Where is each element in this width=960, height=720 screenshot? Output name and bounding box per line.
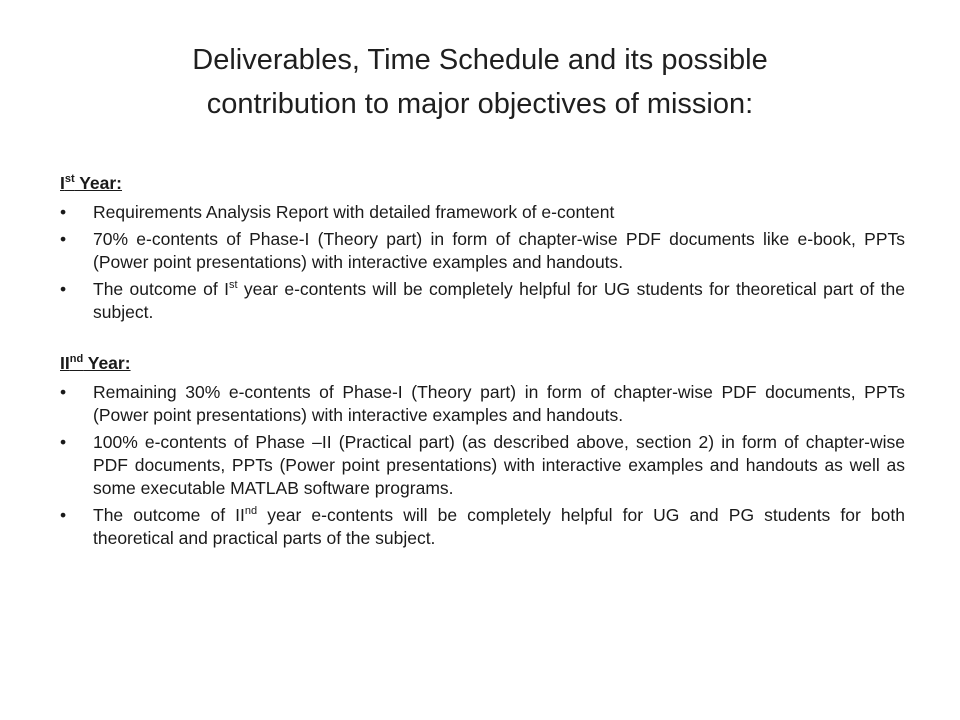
list-item	[60, 278, 905, 324]
bullet-glyph: •	[60, 432, 67, 452]
list-item-text-pre: The outcome of II	[93, 505, 245, 525]
list-item-text: Requirements Analysis Report with detailed framework of e-content	[93, 202, 615, 222]
slide-body	[60, 172, 905, 554]
list-item-text-pre: The outcome of I	[93, 279, 229, 299]
year-2-heading-suffix: Year:	[83, 353, 131, 373]
list-item	[60, 431, 905, 500]
list-item	[60, 201, 905, 224]
year-1-heading-prefix: I	[60, 173, 65, 193]
bullet-glyph: •	[60, 279, 67, 299]
year-1-heading-suffix: Year:	[74, 173, 123, 193]
section-gap	[60, 328, 905, 352]
list-item	[60, 504, 905, 550]
bullet-glyph: •	[60, 229, 67, 249]
year-2-heading-sup: nd	[69, 353, 84, 366]
list-item-text: 100% e-contents of Phase –II (Practical part) (as described above, section 2) in form of chapter-wise PDF documents, PPTs (Power point presentations) with interactive examples and handouts as well as some executable MATLAB software programs.	[93, 432, 905, 498]
list-item-text: Remaining 30% e-contents of Phase-I (Theory part) in form of chapter-wise PDF documents, PPTs (Power point presentations) with interactive examples and handouts.	[93, 382, 905, 425]
slide-title	[60, 38, 900, 126]
list-item	[60, 228, 905, 274]
list-item-sup: nd	[244, 505, 258, 518]
list-item-text-post: year e-contents will be completely helpful for UG and PG students for both theoretical and practical parts of the subject.	[93, 505, 905, 548]
year-2-list	[60, 381, 905, 550]
title-line-1: Deliverables, Time Schedule and its possible	[192, 44, 768, 76]
year-1-list	[60, 201, 905, 324]
list-item-text-post: year e-contents will be completely helpful for UG students for theoretical part of the subject.	[93, 279, 905, 322]
bullet-glyph: •	[60, 202, 67, 222]
title-line-2: contribution to major objectives of mission:	[206, 88, 754, 120]
bullet-glyph: •	[60, 505, 67, 525]
year-1-heading-sup: st	[64, 173, 75, 186]
list-item-text: 70% e-contents of Phase-I (Theory part) in form of chapter-wise PDF documents like e-book, PPTs (Power point presentations) with interactive examples and handouts.	[93, 229, 905, 272]
list-item	[60, 381, 905, 427]
year-2-heading	[60, 352, 905, 375]
bullet-glyph: •	[60, 382, 67, 402]
list-item-sup: st	[228, 279, 238, 292]
year-1-heading	[60, 172, 905, 195]
year-2-heading-prefix: II	[60, 353, 70, 373]
